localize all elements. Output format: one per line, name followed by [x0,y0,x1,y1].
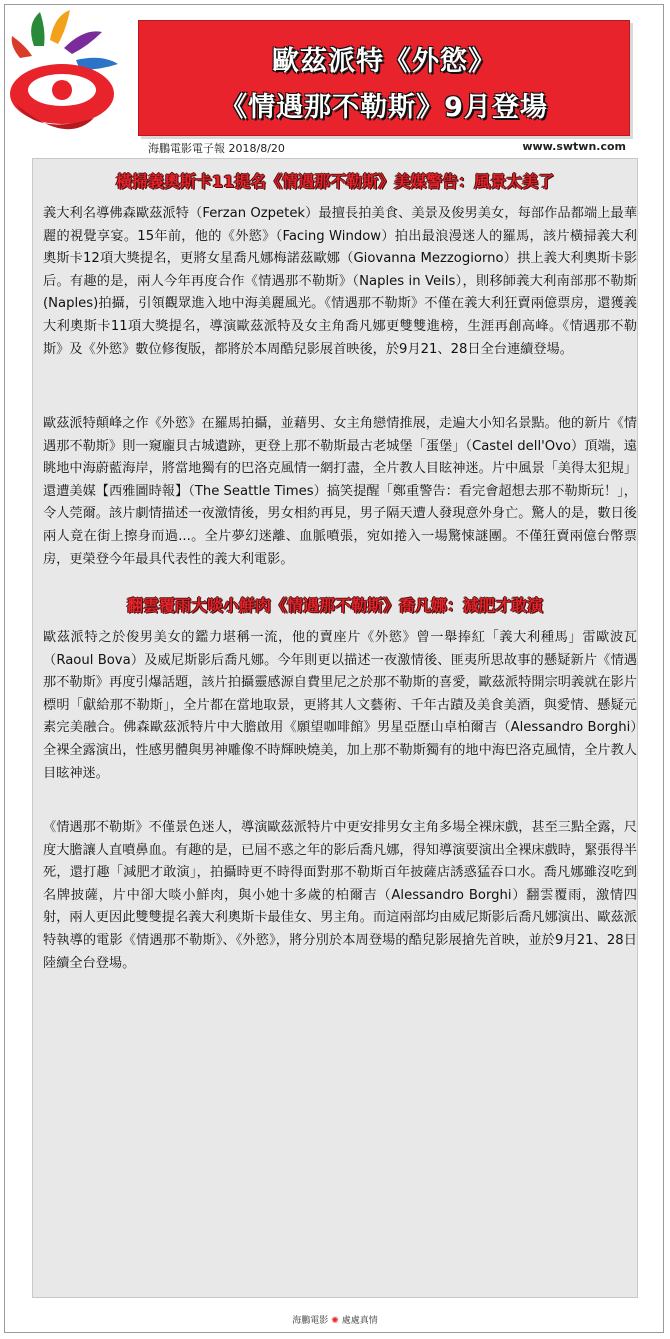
paragraph-4: 《情遇那不勒斯》不僅景色迷人，導演歐茲派特片中更安排男女主角多場全裸床戲，甚至三點全露，尺度大膽讓人直噴鼻血。有趣的是，已屆不惑之年的影后喬凡娜，得知導演要演出全裸床戲時，緊張得半死，還打趣「減肥才敢演」，拍攝時更不時得面對那不勒斯百年披薩店誘惑猛吞口水。喬凡娜雖沒吃到名牌披薩，片中卻大啖小鮮肉，與小她十多歲的柏爾吉（Alessandro Borghi）翻雲覆雨，激情四射，兩人更因此雙雙提名義大利奧斯卡最佳女、男主角。而這兩部均由威尼斯影后喬凡娜演出、歐茲派特執導的電影《情遇那不勒斯》、《外慾》，將分別於本周登場的酷兒影展搶先首映，並於9月21、28日陸續全台登場。 [43,820,637,971]
banner-title-line1: 歐茲派特《外慾》 [272,46,496,77]
paragraph-3: 歐茲派特之於俊男美女的鑑力堪稱一流，他的賣座片《外慾》曾一舉捧紅「義大利種馬」雷歐波瓦（Raoul Bova）及威尼斯影后喬凡娜。今年則更以描述一夜激情後、匪夷所思故事的懸疑新片《情遇那不勒斯》再度引爆話題，該片拍攝靈感源自費里尼之於那不勒斯的喜愛，歐茲派特開宗明義就在影片標明「獻給那不勒斯」，全片都在當地取景，更將其人文藝術、千年古蹟及美食美酒，與愛情、懸疑元素完美融合。佛森歐茲派特片中大膽啟用《願望咖啡館》男星亞歷山卓柏爾吉（Alessandro Borghi）全裸全露演出，性感男體與男神雕像不時輝映燒美，加上那不勒斯獨有的地中海巴洛克風情，全片教人目眩神迷。 [43,630,637,781]
footer-left-text: 海鵬電影 [292,1316,329,1326]
issue-date: 海鵬電影電子報 2018/8/20 [148,142,285,155]
footer [0,1313,670,1326]
website-link[interactable]: www.swtwn.com [522,140,626,153]
footer-logo-icon: ✺ [331,1316,339,1326]
title-banner [138,20,630,136]
paragraph-2: 歐茲派特顛峰之作《外慾》在羅馬拍攝，並藉男、女主角戀情推展，走遍大小知名景點。他的新片《情遇那不勒斯》則一窺龐貝古城遺跡，更登上那不勒斯最古老城堡「蛋堡」（Castel dell'Ovo）頂端，遠眺地中海蔚藍海岸，將當地獨有的巴洛克風情一網打盡，全片教人目眩神迷。片中風景「美得太犯規」還遭美媒【西雅圖時報】（The Seattle Times）搞笑提醒「鄭重警告：看完會超想去那不勒斯玩！」，令人莞爾。該片劇情描述一夜激情後，男女相約再見，男子隔天遭人發現意外身亡。驚人的是，數日後兩人竟在街上擦身而過...。全片夢幻迷離、血脈噴張，宛如捲入一場驚悚謎團。不僅狂賣兩億台幣票房，更榮登今年最具代表性的義大利電影。 [43,416,637,567]
banner-title-line2: 《情遇那不勒斯》9月登場 [220,92,548,123]
section-heading-1: 橫掃義奧斯卡11提名《情遇那不勒斯》美媒警告：風景太美了 [115,172,555,191]
article-panel [32,158,638,1298]
section-heading-2: 翻雲覆雨大啖小鮮肉《情遇那不勒斯》喬凡娜：減肥才敢演 [126,596,543,615]
paragraph-1: 義大利名導佛森歐茲派特（Ferzan Ozpetek）最擅長拍美食、美景及俊男美女，每部作品都端上最華麗的視覺享宴。15年前，他的《外慾》（Facing Window）拍出最浪漫迷人的羅馬，該片橫掃義大利奧斯卡12項大獎提名，更將女星喬凡娜梅諾茲歐娜（Giovanna Mezzogiorno）拱上義大利奧斯卡影后。有趣的是，兩人今年再度合作《情遇那不勒斯》（Naples in Veils），則移師義大利南部那不勒斯(Naples)拍攝，引領觀眾進入地中海美麗風光。《情遇那不勒斯》不僅在義大利狂賣兩億票房，還獲義大利奧斯卡11項大獎提名，導演歐茲派特及女主角喬凡娜更雙雙進榜，生涯再創高峰。《情遇那不勒斯》及《外慾》數位修復版，都將於本周酷兒影展首映後，於9月21、28日全台連續登場。 [43,206,637,357]
swtwn-logo-icon [6,6,136,146]
footer-right-text: 處處真情 [341,1316,378,1326]
